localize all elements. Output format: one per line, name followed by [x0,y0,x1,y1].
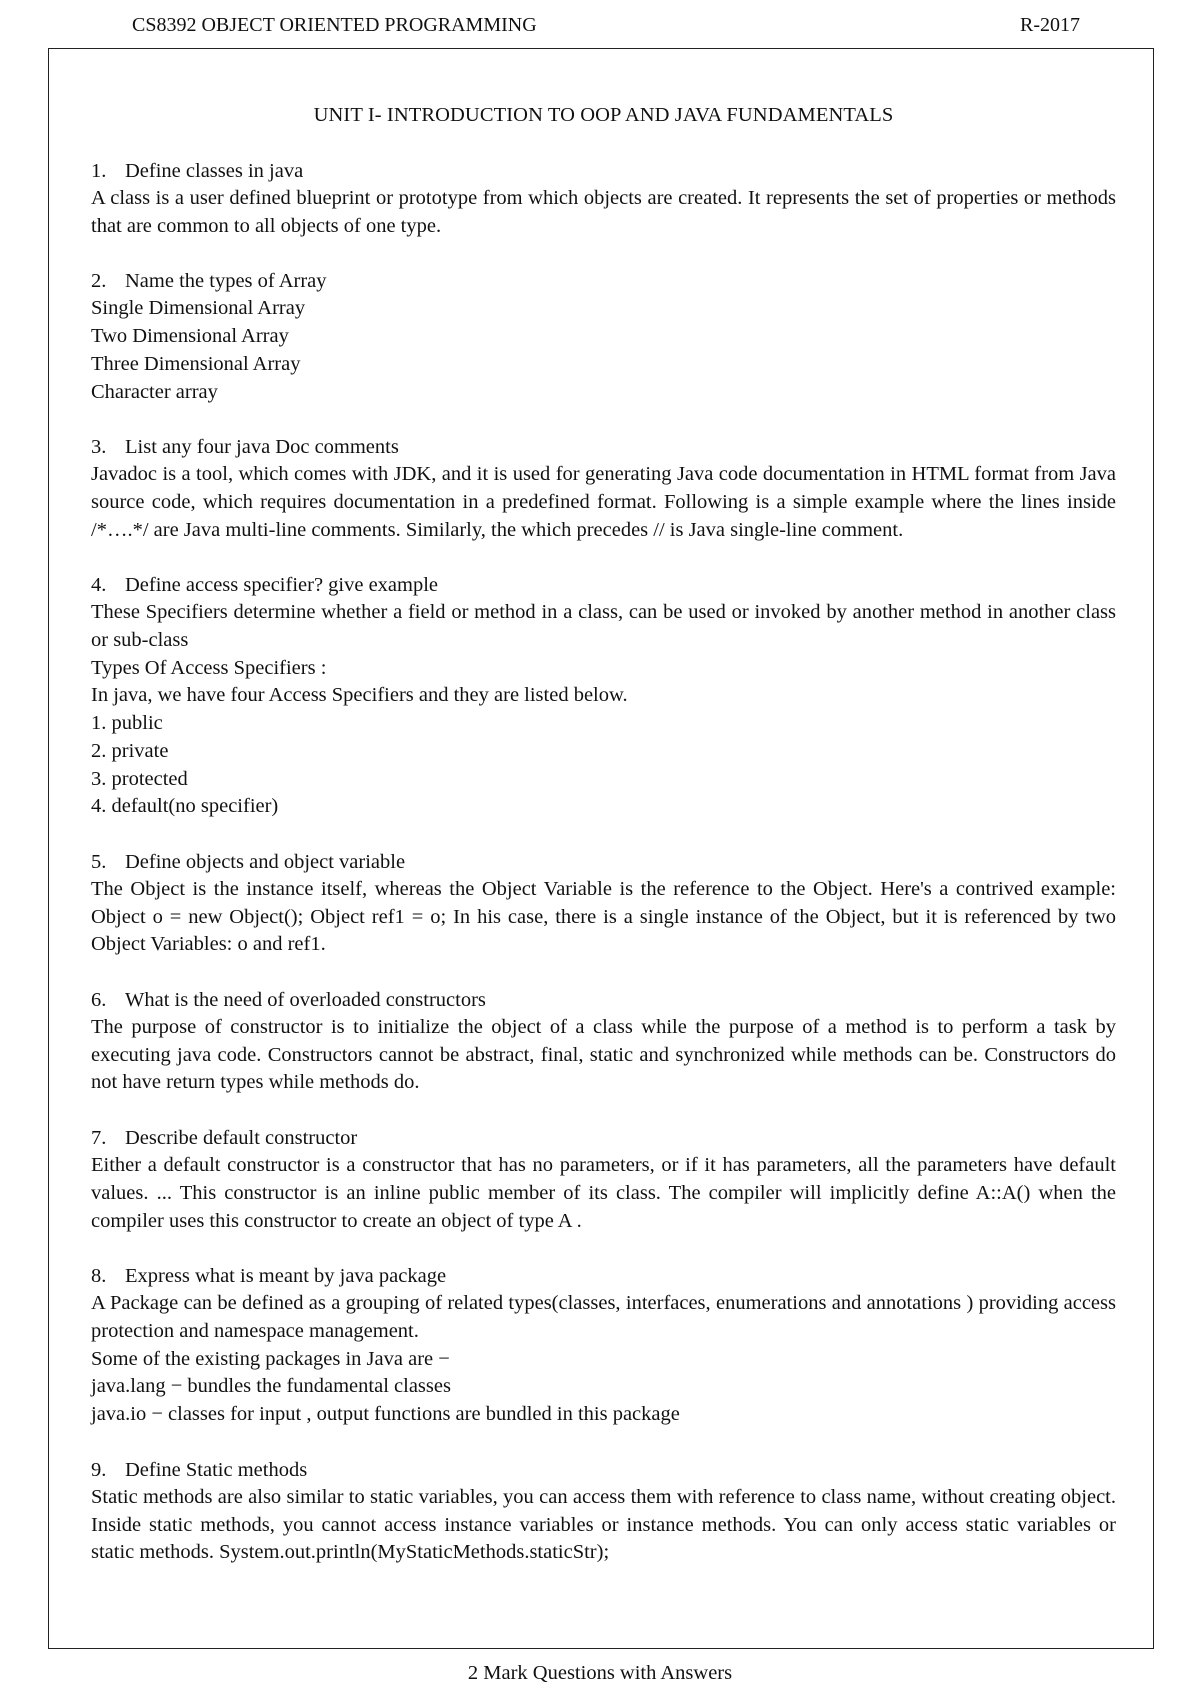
question-text: What is the need of overloaded constructors [125,989,486,1012]
question-text: Define access specifier? give example [125,574,439,597]
question-block [91,267,1116,406]
answer-text: Three Dimensional Array [91,352,301,375]
question-block [91,1124,1116,1235]
question-number: 2. [91,270,107,293]
answer-text: Character array [91,380,218,403]
unit-title: UNIT I- INTRODUCTION TO OOP AND JAVA FUNDAMENTALS [313,104,894,126]
answer-text: Single Dimensional Array [91,297,306,320]
question-heading [91,1124,1116,1152]
question-block [91,571,1116,821]
question-block [91,1262,1116,1429]
question-number: 7. [91,1127,107,1150]
question-number: 8. [91,1265,107,1288]
answer-text: In java, we have four Access Specifiers and they are listed below. [91,684,628,707]
question-heading [91,433,1116,461]
regulation-label: R-2017 [1020,14,1080,36]
page-footer: 2 Mark Questions with Answers [467,1662,733,1684]
answer-text: Some of the existing packages in Java are − [91,1347,450,1370]
question-block [91,433,1116,544]
question-number: 4. [91,574,107,597]
answer-text: The purpose of constructor is to initialize the object of a class while the purpose of a method is to perform a task by executing java code. Constructors cannot be abstract, final, static and synchronized while methods can be. Constructors do not have return types while methods do. [91,1016,1116,1094]
question-number: 9. [91,1458,107,1481]
page-header [132,10,1080,40]
question-block [91,848,1116,959]
answer-text: java.io − classes for input , output functions are bundled in this package [91,1403,680,1426]
answer-text: java.lang − bundles the fundamental classes [91,1375,451,1398]
question-block [91,986,1116,1097]
question-heading [91,157,1116,185]
question-text: Define classes in java [125,160,304,182]
answer-text: These Specifiers determine whether a field or method in a class, can be used or invoked by another method in another class or sub-class [91,601,1116,652]
answer-text: Javadoc is a tool, which comes with JDK, and it is used for generating Java code documentation in HTML format from Java source code, which requires documentation in a predefined format. Following is a simple example where the lines inside /*….*/ are Java multi-line comments. Similarly, the which precedes // is Java single-line comment. [91,463,1116,541]
answer-text: A Package can be defined as a grouping of related types(classes, interfaces, enumerations and annotations ) providing access protection and namespace management. [91,1292,1116,1342]
course-title: CS8392 OBJECT ORIENTED PROGRAMMING [132,14,537,36]
question-text: Define Static methods [125,1458,308,1481]
question-block [91,1456,1116,1567]
question-block [91,157,1116,240]
question-text: Express what is meant by java package [125,1265,447,1288]
question-list [91,157,1116,1567]
question-number: 6. [91,989,107,1012]
answer-text: Static methods are also similar to static variables, you can access them with reference to class name, without creating object. Inside static methods, you cannot access instance variables or instance methods. You can only access static variables or static methods. System.out.println(MyStaticMethods.staticStr); [91,1485,1116,1564]
question-heading [91,986,1116,1014]
question-heading [91,571,1116,599]
answer-text: Two Dimensional Array [91,325,289,348]
question-text: Define objects and object variable [125,850,406,873]
page-frame [48,48,1154,1649]
question-heading [91,267,1116,295]
question-text: Describe default constructor [125,1127,358,1150]
answer-text: Types Of Access Specifiers : [91,656,327,679]
answer-text: Either a default constructor is a constructor that has no parameters, or if it has parameters, all the parameters have default values. ... This constructor is an inline public member of its class. The compiler will implicitly define A::A() when the compiler uses this constructor to create an object of type A . [91,1154,1116,1232]
question-heading [91,848,1116,876]
answer-text: 4. default(no specifier) [91,795,279,818]
question-number: 1. [91,160,107,182]
question-text: Name the types of Array [125,270,327,293]
answer-text: The Object is the instance itself, whereas the Object Variable is the reference to the Object. Here's a contrived example: Object o = new Object(); Object ref1 = o; In his case, there is a single instance of the Object, but it is referenced by two Object Variables: o and ref1. [91,877,1116,956]
answer-text: 1. public [91,712,163,735]
answer-text: A class is a user defined blueprint or prototype from which objects are created. It represents the set of properties or methods that are common to all objects of one type. [91,187,1116,237]
content-area [91,101,1116,1594]
answer-text: 2. private [91,739,169,762]
question-heading [91,1262,1116,1290]
question-number: 3. [91,436,107,459]
question-text: List any four java Doc comments [125,436,399,459]
answer-text: 3. protected [91,767,188,790]
question-heading [91,1456,1116,1484]
question-number: 5. [91,850,107,873]
